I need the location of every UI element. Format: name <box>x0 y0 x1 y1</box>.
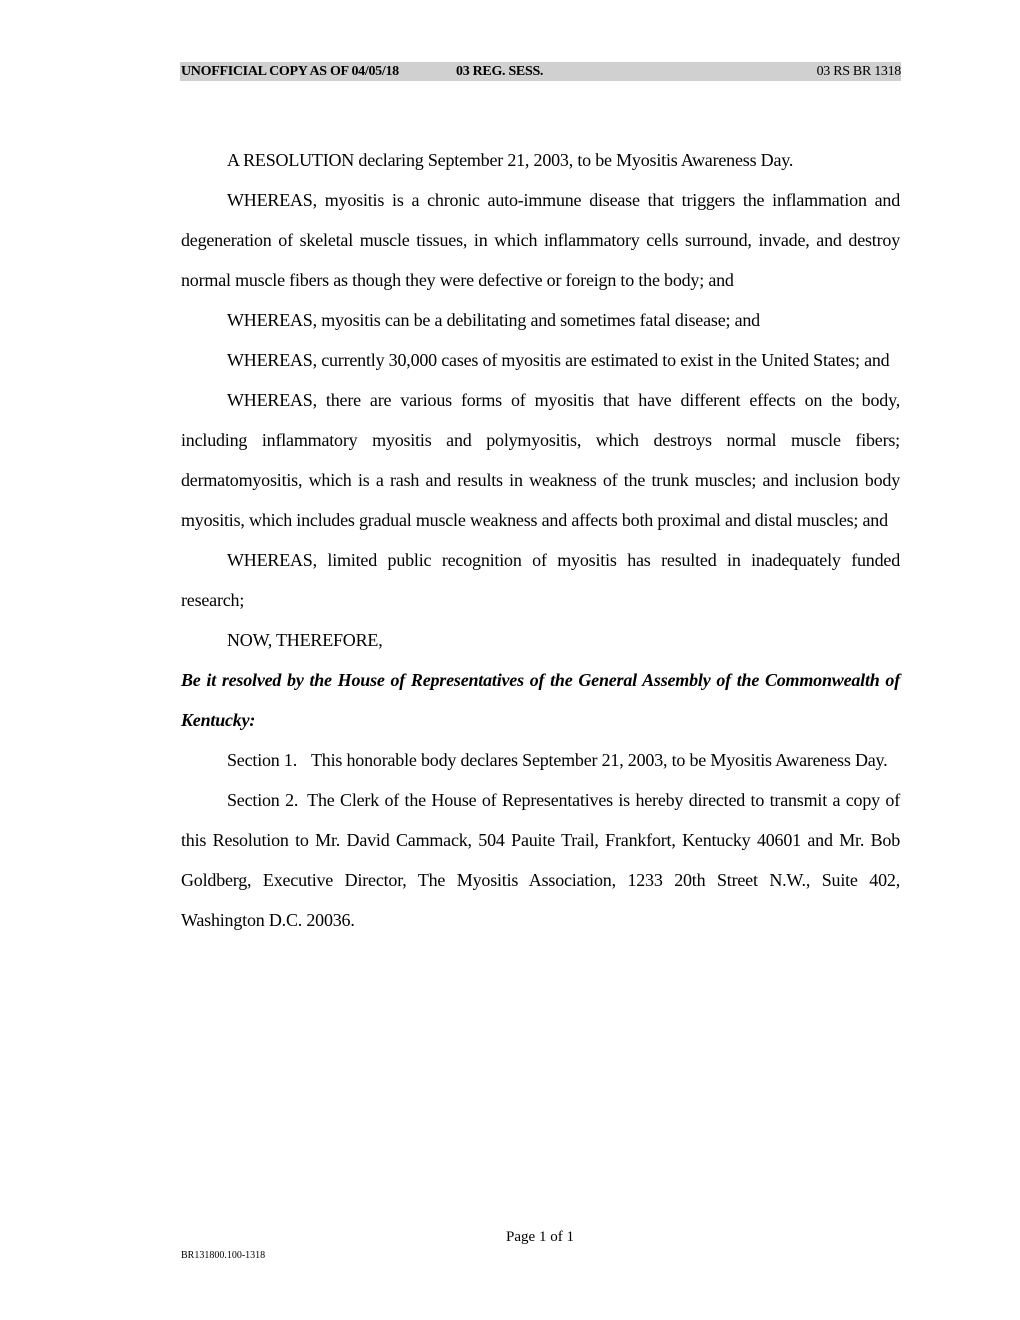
enacting-clause: Be it resolved by the House of Representatives of the General Assembly of the Commonwealth of Kentucky: <box>181 670 900 730</box>
whereas-clause: WHEREAS, myositis can be a debilitating and sometimes fatal disease; and <box>227 310 760 330</box>
section-1 <box>181 740 900 780</box>
whereas-clause: WHEREAS, myositis is a chronic auto-immune disease that triggers the inflammation and degeneration of skeletal muscle tissues, in which inflammatory cells surround, invade, and destroy normal muscle fibers as though they were defective or foreign to the body; and <box>181 190 900 290</box>
header-unofficial-copy: UNOFFICIAL COPY AS OF 04/05/18 <box>181 64 399 79</box>
document-id: BR131800.100-1318 <box>181 1250 266 1261</box>
resolution-body <box>181 140 900 940</box>
section-2-label: Section 2. <box>227 790 299 810</box>
document-header <box>180 62 901 81</box>
section-2-text: The Clerk of the House of Representatives is hereby directed to transmit a copy of this Resolution to Mr. David Cammack, 504 Pauite Trail, Frankfort, Kentucky 40601 and Mr. Bob Goldberg, Executive Director, The Myositis Association, 1233 20th Street N.W., Suite 402, Washington D.C. 20036. <box>181 790 900 930</box>
section-1-label: Section 1. <box>227 750 297 770</box>
whereas-clause: WHEREAS, there are various forms of myositis that have different effects on the body, including inflammatory myositis and polymyositis, which destroys normal muscle fibers; dermatomyositis, which is a rash and results in weakness of the trunk muscles; and inclusion body myositis, which includes gradual muscle weakness and affects both proximal and distal muscles; and <box>181 390 900 530</box>
header-bill-number: 03 RS BR 1318 <box>816 64 901 79</box>
header-session: 03 REG. SESS. <box>456 64 544 79</box>
whereas-clause: WHEREAS, limited public recognition of myositis has resulted in inadequately funded research; <box>181 550 900 610</box>
resolution-title: A RESOLUTION declaring September 21, 2003, to be Myositis Awareness Day. <box>227 150 794 170</box>
page-number: Page 1 of 1 <box>506 1229 574 1245</box>
section-1-text: This honorable body declares September 21, 2003, to be Myositis Awareness Day. <box>311 750 888 770</box>
section-2 <box>181 780 900 940</box>
whereas-clause: WHEREAS, currently 30,000 cases of myositis are estimated to exist in the United States; and <box>227 350 890 370</box>
now-therefore: NOW, THEREFORE, <box>227 630 383 650</box>
